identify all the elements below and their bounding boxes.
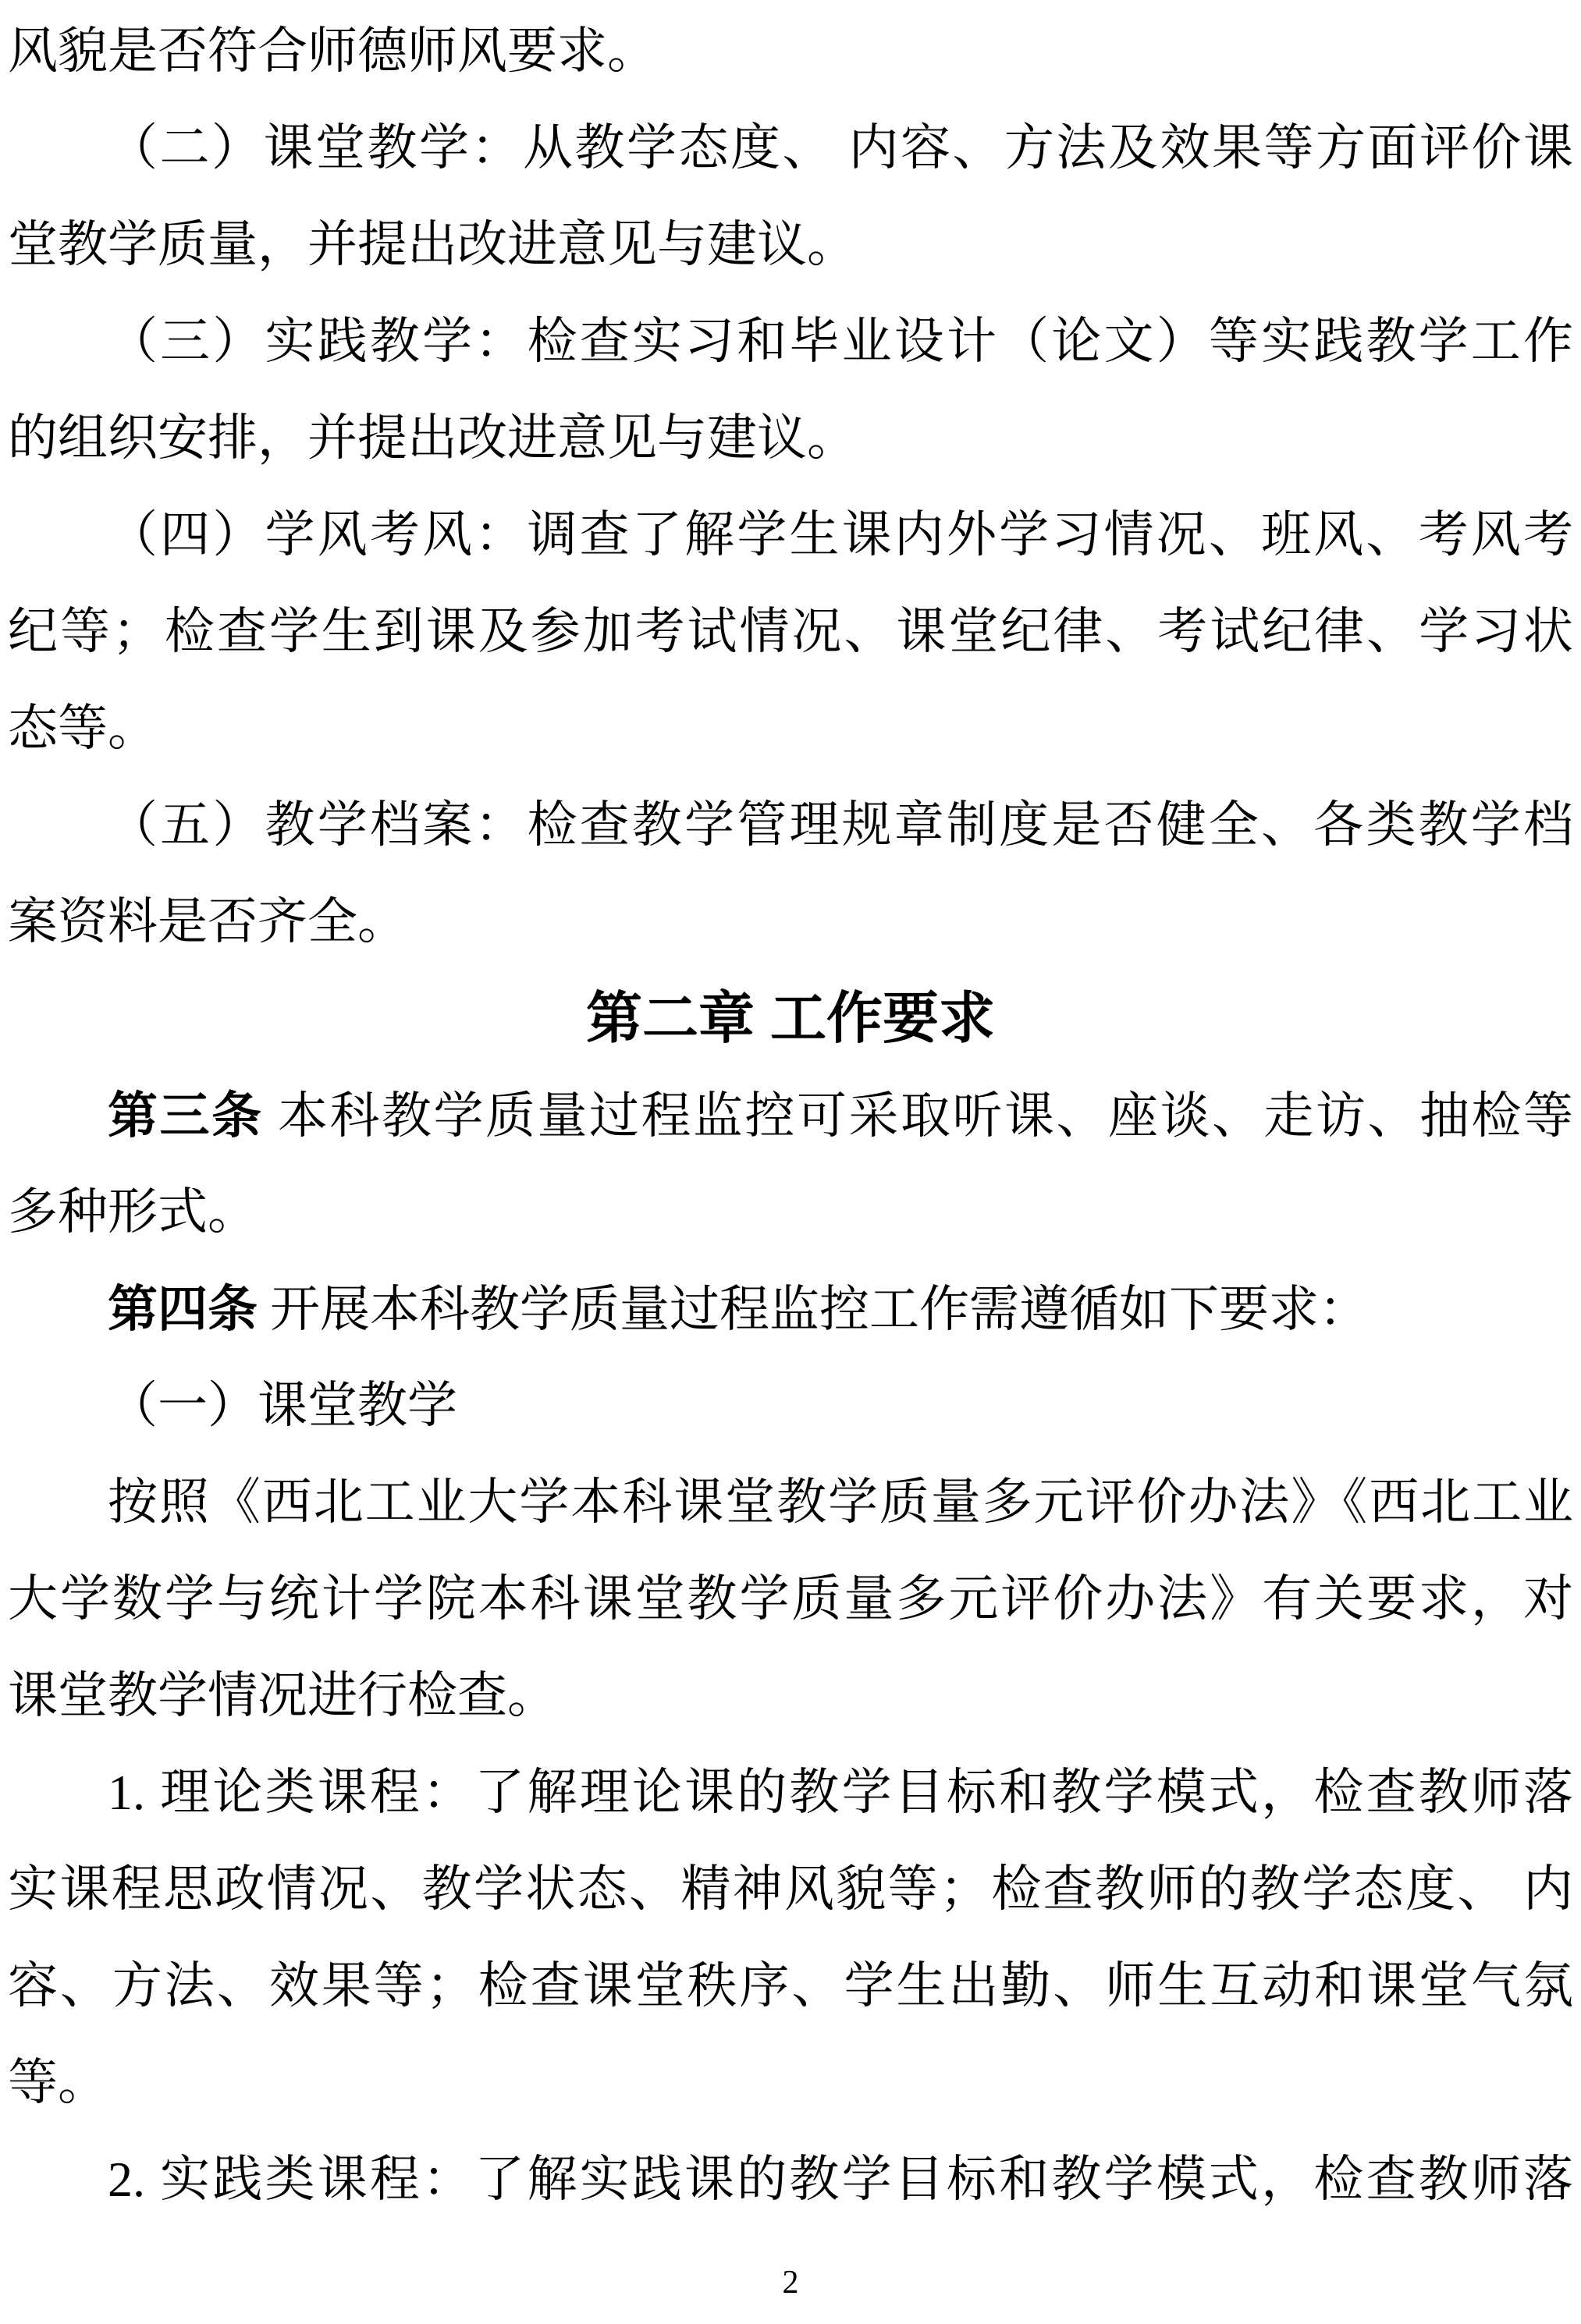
text-run: 堂教学质量，并提出改进意见与建议。 [8, 217, 857, 272]
document-line [8, 2131, 1573, 2228]
document-line [8, 1551, 1573, 1648]
text-run: 纪等；检查学生到课及参加考试情况、课堂纪律、考试纪律、学习状 [8, 604, 1573, 659]
document-line [8, 1357, 1573, 1454]
document-line [8, 100, 1573, 197]
document-line [8, 680, 1573, 777]
document-line [8, 293, 1573, 390]
bold-text-run: 第二章 工作要求 [585, 988, 995, 1050]
text-run: 开展本科教学质量过程监控工作需遵循如下要求： [258, 1282, 1369, 1337]
text-run: 大学数学与统计学院本科课堂教学质量多元评价办法》有关要求，对 [8, 1571, 1573, 1627]
document-line [8, 390, 1573, 487]
text-run: 2. 实践类课程：了解实践课的教学目标和教学模式，检查教师落 [108, 2152, 1573, 2207]
document-line [8, 1261, 1573, 1357]
text-run: 容、方法、效果等；检查课堂秩序、学生出勤、师生互动和课堂气氛 [8, 1958, 1573, 2014]
document-line [8, 3, 1573, 100]
text-run: （三）实践教学：检查实习和毕业设计（论文）等实践教学工作 [108, 314, 1573, 369]
document-line [8, 874, 1573, 970]
text-run: 案资料是否齐全。 [8, 894, 407, 949]
text-run: 实课程思政情况、教学状态、精神风貌等；检查教师的教学态度、 内 [8, 1861, 1573, 1917]
document-line [8, 197, 1573, 293]
text-run: 态等。 [8, 701, 158, 756]
text-run: 等。 [8, 2055, 108, 2110]
text-run: （五）教学档案：检查教学管理规章制度是否健全、各类教学档 [108, 797, 1573, 853]
bold-text-run: 第四条 [108, 1281, 258, 1337]
text-run: （一）课堂教学 [108, 1378, 457, 1433]
page-number: 2 [782, 2265, 799, 2301]
text-run: 风貌是否符合师德师风要求。 [8, 23, 657, 79]
text-run: （二）课堂教学：从教学态度、 内容、方法及效果等方面评价课 [108, 120, 1573, 176]
text-run: 课堂教学情况进行检查。 [8, 1668, 557, 1723]
document-line [8, 777, 1573, 874]
text-run: 的组织安排，并提出改进意见与建议。 [8, 410, 857, 466]
document-line [8, 1938, 1573, 2035]
document-line [8, 584, 1573, 680]
document-line [8, 1454, 1573, 1551]
bold-text-run: 第三条 [108, 1087, 264, 1144]
document-line [8, 1841, 1573, 1938]
text-run: 按照《西北工业大学本科课堂教学质量多元评价办法》《西北工业 [108, 1474, 1573, 1530]
document-line [8, 1067, 1573, 1164]
document-line [8, 1164, 1573, 1261]
chapter-heading [8, 970, 1573, 1067]
text-run: 1. 理论类课程：了解理论课的教学目标和教学模式，检查教师落 [108, 1765, 1573, 1820]
document-line [8, 1648, 1573, 1744]
document-line [8, 1744, 1573, 1841]
text-run: （四）学风考风：调查了解学生课内外学习情况、班风、考风考 [108, 507, 1573, 562]
document-line [8, 2035, 1573, 2131]
document-line [8, 487, 1573, 584]
text-run: 多种形式。 [8, 1184, 258, 1240]
text-run: 本科教学质量过程监控可采取听课、座谈、走访、抽检等 [263, 1088, 1573, 1144]
